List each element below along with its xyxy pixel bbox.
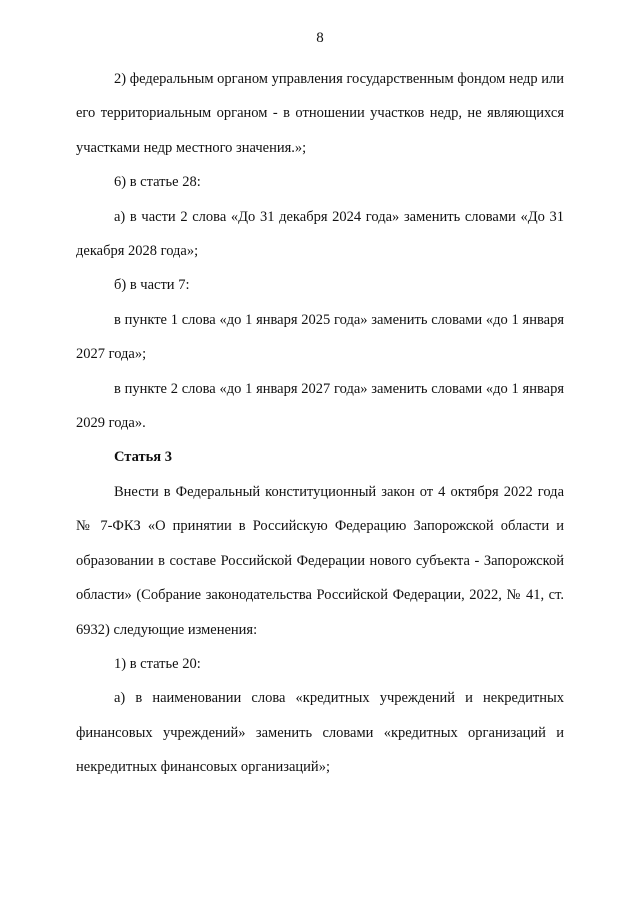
document-body [76,62,564,785]
paragraph-part-7: б) в части 7: [114,277,190,294]
paragraph-item-2: 2) федеральным органом управления государственным фондом недр или его территориальным органом - в отношении участков недр, не являющихся участками недр местного значения.»; [76,71,564,156]
paragraph-article-20: 1) в статье 20: [114,655,201,672]
paragraph-point-2: в пункте 2 слова «до 1 января 2027 года» заменить словами «до 1 января 2029 года». [76,380,564,432]
paragraph-point-1: в пункте 1 слова «до 1 января 2025 года» заменить словами «до 1 января 2027 года»; [76,311,564,363]
paragraph-article-28: 6) в статье 28: [114,174,201,191]
paragraph-amendments-intro: Внести в Федеральный конституционный закон от 4 октября 2022 года № 7-ФКЗ «О принятии в Российскую Федерацию Запорожской области и образовании в составе Российской Федерации нового субъекта - Запорожской области» (Собрание законодательства Российской Федерации, 2022, № 41, ст. 6932) следующие изменения: [76,483,564,638]
paragraph-part-2: а) в части 2 слова «До 31 декабря 2024 года» заменить словами «До 31 декабря 2028 года»; [76,208,564,260]
paragraph-title-change: а) в наименовании слова «кредитных учреждений и некредитных финансовых учреждений» заменить словами «кредитных организаций и некредитных финансовых организаций»; [76,690,564,776]
article-heading: Статья 3 [114,449,172,466]
page-number: 8 [316,30,324,46]
